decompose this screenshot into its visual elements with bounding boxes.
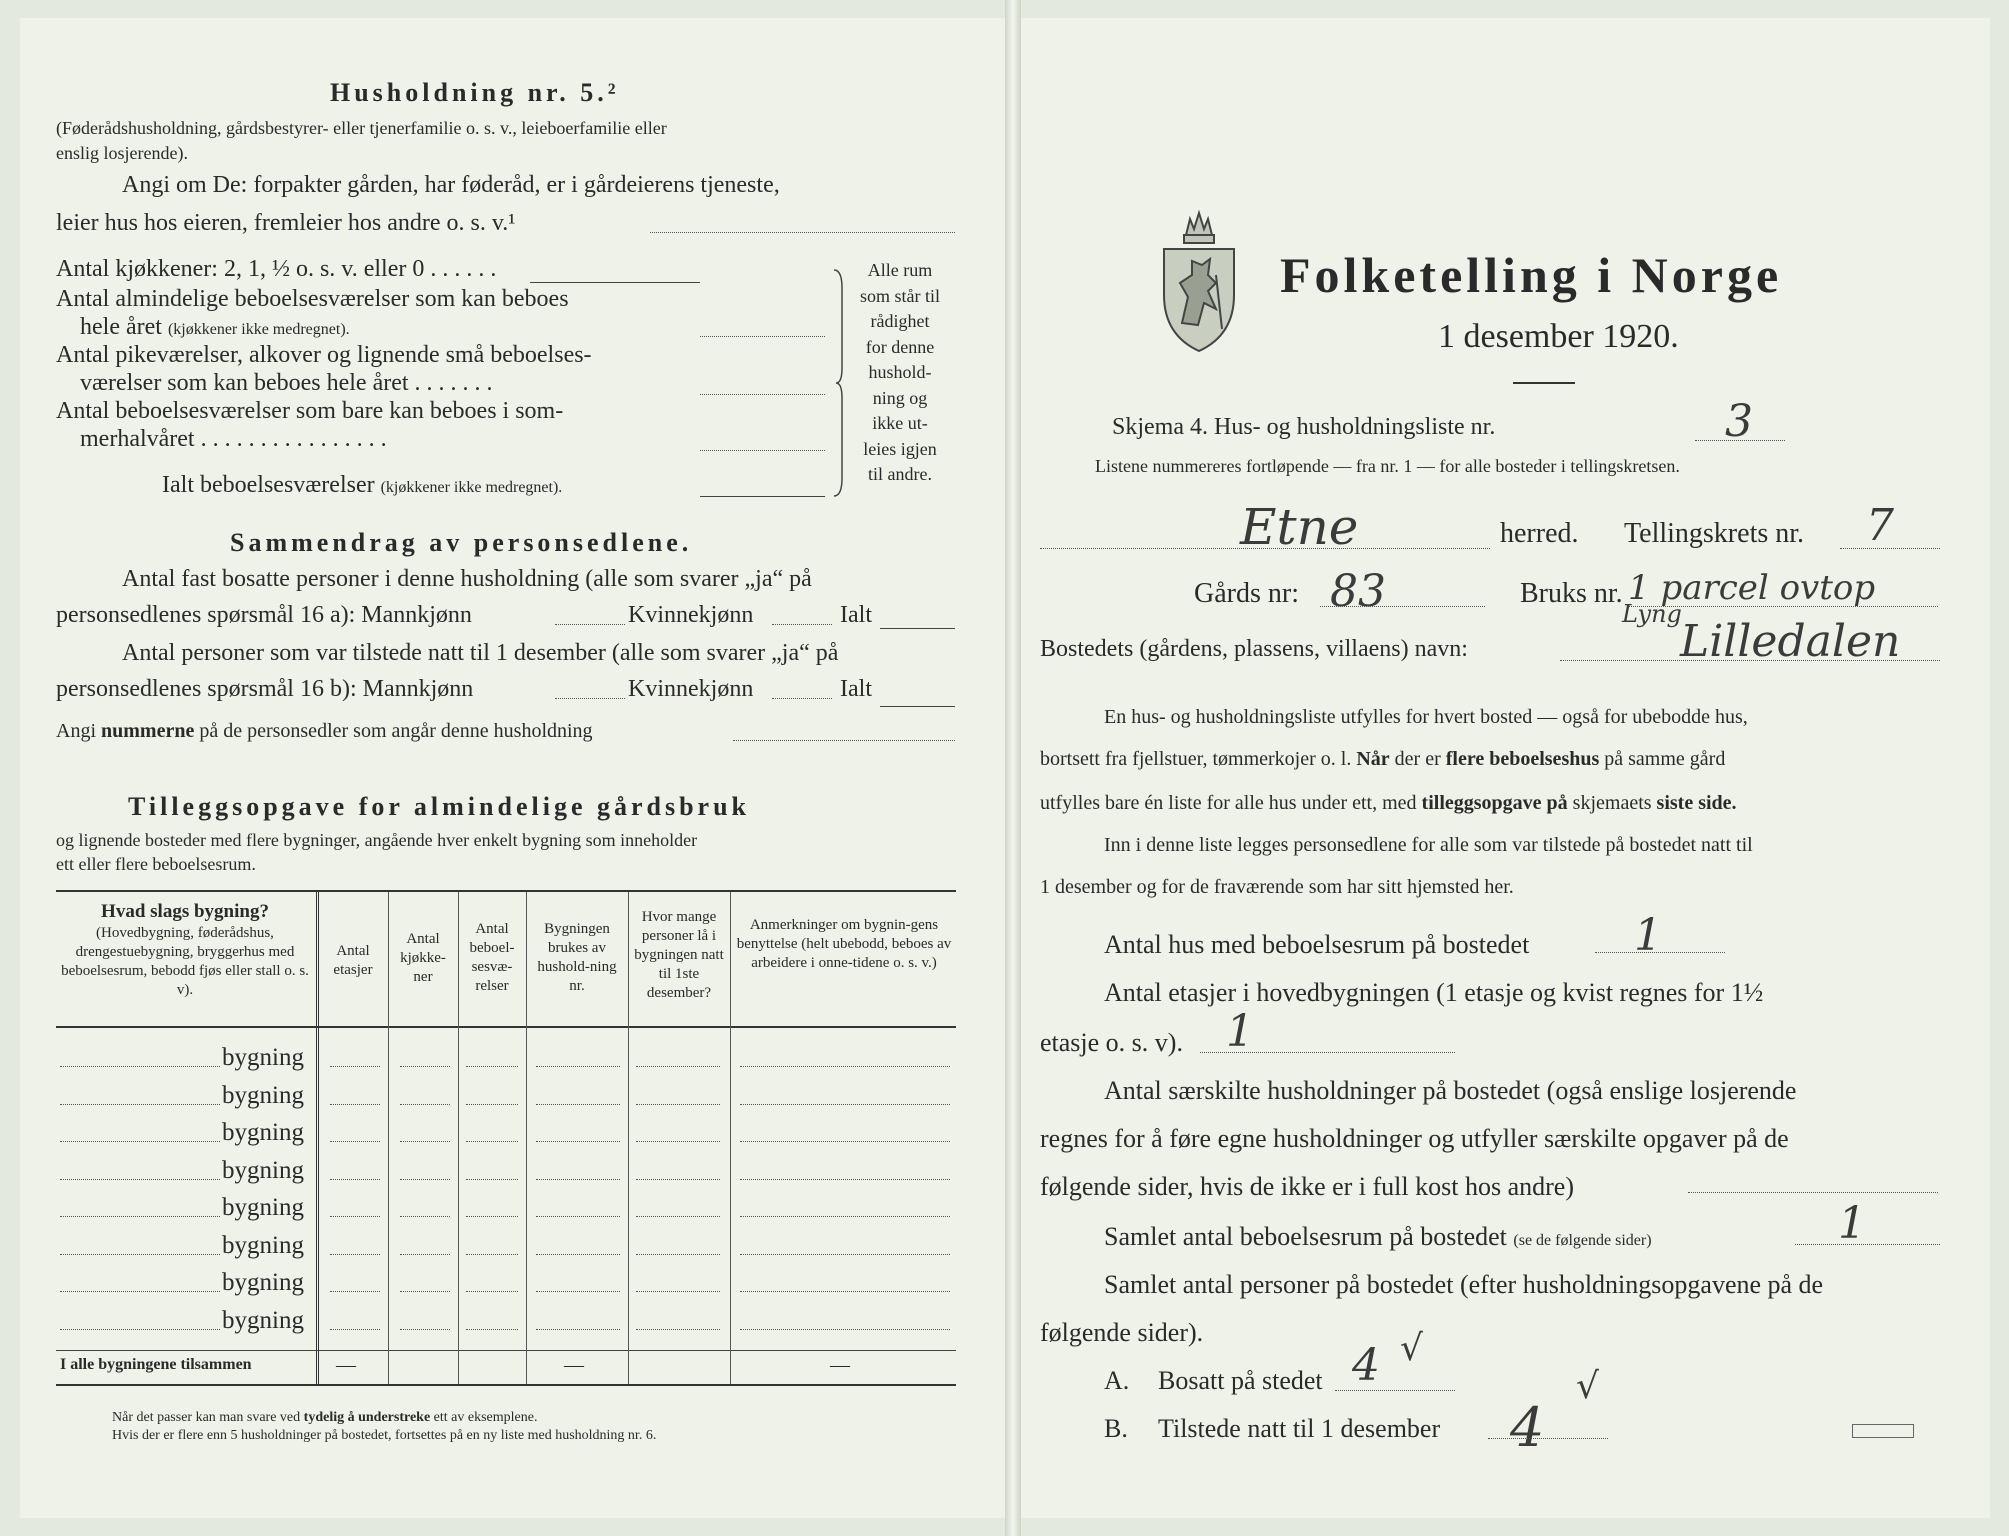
page-fold [1005,0,1021,1536]
building-cell-line[interactable] [636,1179,720,1180]
households-question-2: regnes for å føre egne husholdninger og utfyller særskilte opgaver på de [1040,1124,1789,1153]
resident-line [1335,1390,1455,1391]
present-male-line[interactable] [555,698,625,699]
footnote-1-bold: tydelig å understreke [303,1410,431,1425]
ordinary-rooms-label-2 [80,314,350,341]
building-cell-line[interactable] [536,1141,620,1142]
floors-question-1: Antal etasjer i hovedbygningen (1 etasje og kvist regnes for 1½ [1104,978,1764,1007]
houses-answer[interactable]: 1 [1634,910,1662,961]
building-cell-line[interactable] [466,1216,518,1217]
summer-rooms-label-1: Antal beboelsesværelser som bare kan beboes i som- [56,398,564,424]
krets-value[interactable]: 7 [1866,500,1894,551]
info-2d: flere beboelseshus [1445,748,1600,770]
list-note: Listene nummereres fortløpende — fra nr. 1 — for alle bosteder i tellingskretsen. [1095,456,1680,476]
building-cell-line[interactable] [400,1104,450,1105]
printer-stamp [1852,1424,1914,1438]
col-household-no: Bygningen brukes av hushold-ning nr. [537,921,617,994]
herred-line [1040,548,1490,549]
resident-total-label: Ialt [840,602,872,628]
present-label-letter: B. [1104,1414,1128,1443]
building-cell-line[interactable] [330,1066,380,1067]
building-cell-line[interactable] [636,1141,720,1142]
resident-answer[interactable]: 4 [1352,1340,1380,1391]
building-cell-line[interactable] [636,1066,720,1067]
present-line [1488,1438,1608,1439]
schema-label: Skjema 4. Hus- og husholdningsliste nr. [1112,414,1496,440]
table-col-divider [388,892,389,1384]
herred-value[interactable]: Etne [1240,498,1359,556]
table-sum-border [56,1350,956,1351]
maid-rooms-answer-line[interactable] [700,394,825,395]
building-name-line[interactable] [60,1254,220,1255]
footnote-1-pre: Når det passer kan man svare ved [112,1410,301,1425]
kitchens-answer-line[interactable] [530,282,700,283]
side-note-line: som står til [860,285,940,306]
ordinary-rooms-note: (kjøkkener ikke medregnet). [167,321,350,338]
resident-total-line[interactable] [880,628,955,629]
info-3c: skjemaets [1572,792,1652,814]
left-page [20,18,1010,1518]
building-row-label: bygning [222,1157,304,1184]
supplement-intro-1: og lignende bosteder med flere bygninger, angående hver enkelt bygning som inneholder [56,830,698,850]
building-name-line[interactable] [60,1216,220,1217]
building-cell-line[interactable] [400,1141,450,1142]
houses-question: Antal hus med beboelsesrum på bostedet [1104,930,1530,959]
building-cell-line[interactable] [636,1254,720,1255]
krets-label: Tellingskrets nr. [1624,518,1805,549]
building-cell-line[interactable] [466,1179,518,1180]
side-note-line: hushold- [868,362,932,382]
floors-line [1200,1052,1455,1053]
side-note-line: til andre. [868,464,932,484]
info-2c: der er [1394,748,1441,770]
table-col-divider [458,892,459,1384]
building-row-label: bygning [222,1232,304,1259]
rooms-answer[interactable]: 1 [1838,1198,1866,1249]
total-rooms-answer-line[interactable] [700,496,825,497]
supplement-intro-2: ett eller flere beboelsesrum. [56,854,256,874]
form-title: Folketelling i Norge [1280,247,1783,303]
table-col-divider [526,892,527,1384]
building-cell-line[interactable] [636,1216,720,1217]
building-row-label: bygning [222,1269,304,1296]
building-cell-line[interactable] [330,1179,380,1180]
building-cell-line[interactable] [466,1141,518,1142]
total-household-dash: — [564,1354,584,1376]
summary-heading: Sammendrag av personsedlene. [230,528,693,557]
side-note-line: ning og [872,387,928,408]
households-question-1: Antal særskilte husholdninger på bostedet (også enslige losjerende [1104,1076,1797,1105]
gards-label: Gårds nr: [1194,578,1299,609]
building-name-line[interactable] [60,1179,220,1180]
table-bottom-border [56,1384,956,1386]
total-rooms-note: (kjøkkener ikke medregnet). [380,479,563,496]
ordinary-rooms-label-1: Antal almindelige beboelsesværelser som kan beboes [56,286,569,312]
building-row-label: bygning [222,1194,304,1221]
norway-coat-of-arms-icon [1158,205,1240,355]
resident-male-line[interactable] [555,624,625,625]
building-cell-line[interactable] [466,1066,518,1067]
total-floors-dash: — [336,1354,356,1376]
resident-check-mark: √ [1400,1328,1423,1369]
krets-line [1840,548,1940,549]
building-cell-line[interactable] [536,1066,620,1067]
building-cell-line[interactable] [330,1104,380,1105]
person-numbers-post: på de personsedler som angår denne husholdning [199,720,593,742]
building-cell-line[interactable] [740,1066,950,1067]
info-2e: på samme gård [1604,748,1726,770]
building-row-label: bygning [222,1044,304,1071]
bosted-line [1560,660,1940,661]
info-line-1: En hus- og husholdningsliste utfylles for hvert bosted — også for ubebodde hus, [1104,706,1748,728]
table-col-divider [730,892,731,1384]
building-cell-line[interactable] [466,1291,518,1292]
building-name-line[interactable] [60,1141,220,1142]
rooms-side-note [850,258,950,488]
building-cell-line[interactable] [740,1179,950,1180]
bosted-value[interactable]: Lilledalen [1680,616,1901,667]
table-header-border [56,1026,956,1028]
present-total-line[interactable] [880,706,955,707]
resident-persons-label-1: Antal fast bosatte personer i denne husholdning (alle som svarer „ja“ på [122,566,812,592]
col-persons: Hvor mange personer lå i bygningen natt til 1ste desember? [634,909,724,1001]
building-cell-line[interactable] [740,1104,950,1105]
total-rooms-text: Ialt beboelsesværelser [162,472,375,498]
info-3d: siste side. [1656,792,1737,814]
building-row-label: bygning [222,1119,304,1146]
footnote-1 [112,1410,537,1426]
present-check-mark: √ [1576,1366,1599,1407]
col-kitchens: Antal kjøkke-ner [400,931,446,985]
building-cell-line[interactable] [330,1329,380,1330]
building-name-line[interactable] [60,1291,220,1292]
info-line-3 [1040,792,1737,815]
schema-line [1695,440,1785,441]
ordinary-rooms-text: hele året [80,314,162,340]
present-persons-label-1: Antal personer som var tilstede natt til 1 desember (alle som svarer „ja“ på [122,640,839,666]
table-total-label: I alle bygningene tilsammen [60,1356,252,1373]
person-numbers-label [56,720,593,743]
info-2b: Når [1356,748,1390,770]
building-cell-line[interactable] [400,1216,450,1217]
tenancy-question-2: leier hus hos eieren, fremleier hos andre o. s. v.¹ [56,210,516,236]
tenancy-answer-line[interactable] [650,232,955,233]
building-cell-line[interactable] [536,1254,620,1255]
building-cell-line[interactable] [740,1216,950,1217]
building-cell-line[interactable] [400,1329,450,1330]
resident-female-line[interactable] [772,624,832,625]
info-3a: utfylles bare én liste for alle hus under ett, med [1040,792,1417,814]
building-cell-line[interactable] [400,1254,450,1255]
table-col-divider [628,892,629,1384]
building-cell-line[interactable] [330,1141,380,1142]
col-building-type [60,900,310,1000]
building-cell-line[interactable] [740,1141,950,1142]
footnote-2: Hvis der er flere enn 5 husholdninger på bostedet, fortsettes på en ny liste med husholdning nr. 6. [112,1428,657,1443]
building-row-label: bygning [222,1307,304,1334]
present-female-line[interactable] [772,698,832,699]
total-remarks-dash: — [830,1354,850,1376]
bruks-label: Bruks nr. [1520,578,1623,609]
household-intro-2: enslig losjerende). [56,143,188,163]
side-note-line: for denne [865,336,935,357]
kitchens-label: Antal kjøkkener: 2, 1, ½ o. s. v. eller 0 . . . . . . [56,256,497,282]
side-note-line: Alle rum [867,260,933,280]
info-line-4: Inn i denne liste legges personsedlene for alle som var tilstede på bostedet natt til [1104,834,1753,856]
info-3b: tilleggsopgave på [1421,792,1568,814]
building-cell-line[interactable] [740,1329,950,1330]
persons-question-2: følgende sider). [1040,1318,1204,1347]
side-note-line: leies igjen [863,438,937,459]
building-cell-line[interactable] [400,1179,450,1180]
building-cell-line[interactable] [740,1291,950,1292]
person-numbers-pre: Angi [56,720,96,742]
rooms-brace-icon [832,268,846,498]
info-line-5: 1 desember og for de fraværende som har sitt hjemsted her. [1040,876,1514,898]
households-question-3: følgende sider, hvis de ikke er i full kost hos andre) [1040,1172,1574,1201]
floors-question-2: etasje o. s. v). [1040,1028,1183,1057]
building-cell-line[interactable] [636,1104,720,1105]
building-row-label: bygning [222,1082,304,1109]
bruks-value[interactable]: 1 parcel ovtop [1628,568,1876,608]
summer-rooms-answer-line[interactable] [700,450,825,451]
schema-value[interactable]: 3 [1725,396,1753,447]
side-note-line: rådighet [870,311,930,331]
col-rooms: Antal beboel-sesvæ-relser [469,921,515,994]
person-numbers-line[interactable] [733,740,955,741]
ordinary-rooms-answer-line[interactable] [700,336,825,337]
building-cell-line[interactable] [400,1066,450,1067]
present-female-label: Kvinnekjønn [628,676,754,702]
building-name-line[interactable] [60,1329,220,1330]
gards-value[interactable]: 83 [1330,566,1386,617]
rooms-question [1104,1222,1652,1252]
rooms-question-note: (se de følgende sider) [1513,1232,1652,1249]
present-persons-label-2: personsedlenes spørsmål 16 b): Mannkjønn [56,676,474,702]
rooms-question-text: Samlet antal beboelsesrum på bostedet [1104,1222,1507,1251]
info-line-2 [1040,748,1725,771]
building-cell-line[interactable] [636,1291,720,1292]
table-top-border [56,890,956,892]
household-heading: Husholdning nr. 5.² [330,78,620,107]
info-2a: bortsett fra fjellstuer, tømmerkojer o. l. [1040,748,1352,770]
resident-female-label: Kvinnekjønn [628,602,754,628]
footnote-1-post: ett av eksemplene. [433,1410,538,1425]
building-cell-line[interactable] [536,1104,620,1105]
building-cell-line[interactable] [466,1329,518,1330]
building-cell-line[interactable] [536,1179,620,1180]
household-intro-1: (Føderådshusholdning, gårdsbestyrer- eller tjenerfamilie o. s. v., leieboerfamilie eller [56,118,667,138]
present-answer[interactable]: 4 [1510,1396,1545,1459]
building-cell-line[interactable] [330,1216,380,1217]
present-label-text: Tilstede natt til 1 desember [1158,1414,1441,1443]
total-rooms-label [162,472,562,499]
building-cell-line[interactable] [536,1216,620,1217]
rooms-line [1795,1244,1940,1245]
building-cell-line[interactable] [466,1104,518,1105]
present-total-label: Ialt [840,676,872,702]
building-cell-line[interactable] [330,1254,380,1255]
tenancy-question-1: Angi om De: forpakter gården, har føderåd, er i gårdeierens tjeneste, [122,172,780,198]
title-rule [1513,382,1575,384]
table-col-divider [316,892,319,1384]
summer-rooms-label-2: merhalvåret . . . . . . . . . . . . . . . . [80,426,387,452]
building-cell-line[interactable] [330,1291,380,1292]
form-date: 1 desember 1920. [1438,318,1679,355]
building-cell-line[interactable] [536,1291,620,1292]
maid-rooms-label-1: Antal pikeværelser, alkover og lignende små beboelses- [56,342,592,368]
herred-label: herred. [1500,518,1579,549]
gards-line [1320,606,1485,607]
person-numbers-bold: nummerne [101,720,195,742]
bosted-label: Bostedets (gårdens, plassens, villaens) navn: [1040,636,1468,662]
resident-label-letter: A. [1104,1366,1130,1395]
side-note-line: ikke ut- [872,413,928,433]
houses-line [1595,952,1725,953]
col-building-title: Hvad slags bygning? [101,901,269,922]
col-remarks: Anmerkninger om bygnin-gens benyttelse (helt ubebodd, beboes av arbeidere i onne-tidene o. s. v.) [736,917,952,971]
building-name-line[interactable] [60,1066,220,1067]
resident-persons-label-2: personsedlenes spørsmål 16 a): Mannkjønn [56,602,472,628]
maid-rooms-label-2: værelser som kan beboes hele året . . . . . . . [80,370,493,396]
bosted-value-small[interactable]: Lyng [1622,600,1682,628]
col-floors: Antal etasjer [333,943,373,978]
building-cell-line[interactable] [636,1329,720,1330]
building-cell-line[interactable] [400,1291,450,1292]
floors-answer[interactable]: 1 [1226,1006,1254,1057]
building-cell-line[interactable] [740,1254,950,1255]
building-cell-line[interactable] [536,1329,620,1330]
resident-label-text: Bosatt på stedet [1158,1366,1323,1395]
supplement-heading: Tilleggsopgave for almindelige gårdsbruk [128,792,751,821]
building-cell-line[interactable] [466,1254,518,1255]
households-line [1688,1192,1938,1193]
building-name-line[interactable] [60,1104,220,1105]
persons-question-1: Samlet antal personer på bostedet (efter husholdningsopgavene på de [1104,1270,1824,1299]
col-building-desc: (Hovedbygning, føderådshus, drengestuebygning, bryggerhus med beboelsesrum, bebodd fjøs eller stall o. s. v). [61,925,309,998]
